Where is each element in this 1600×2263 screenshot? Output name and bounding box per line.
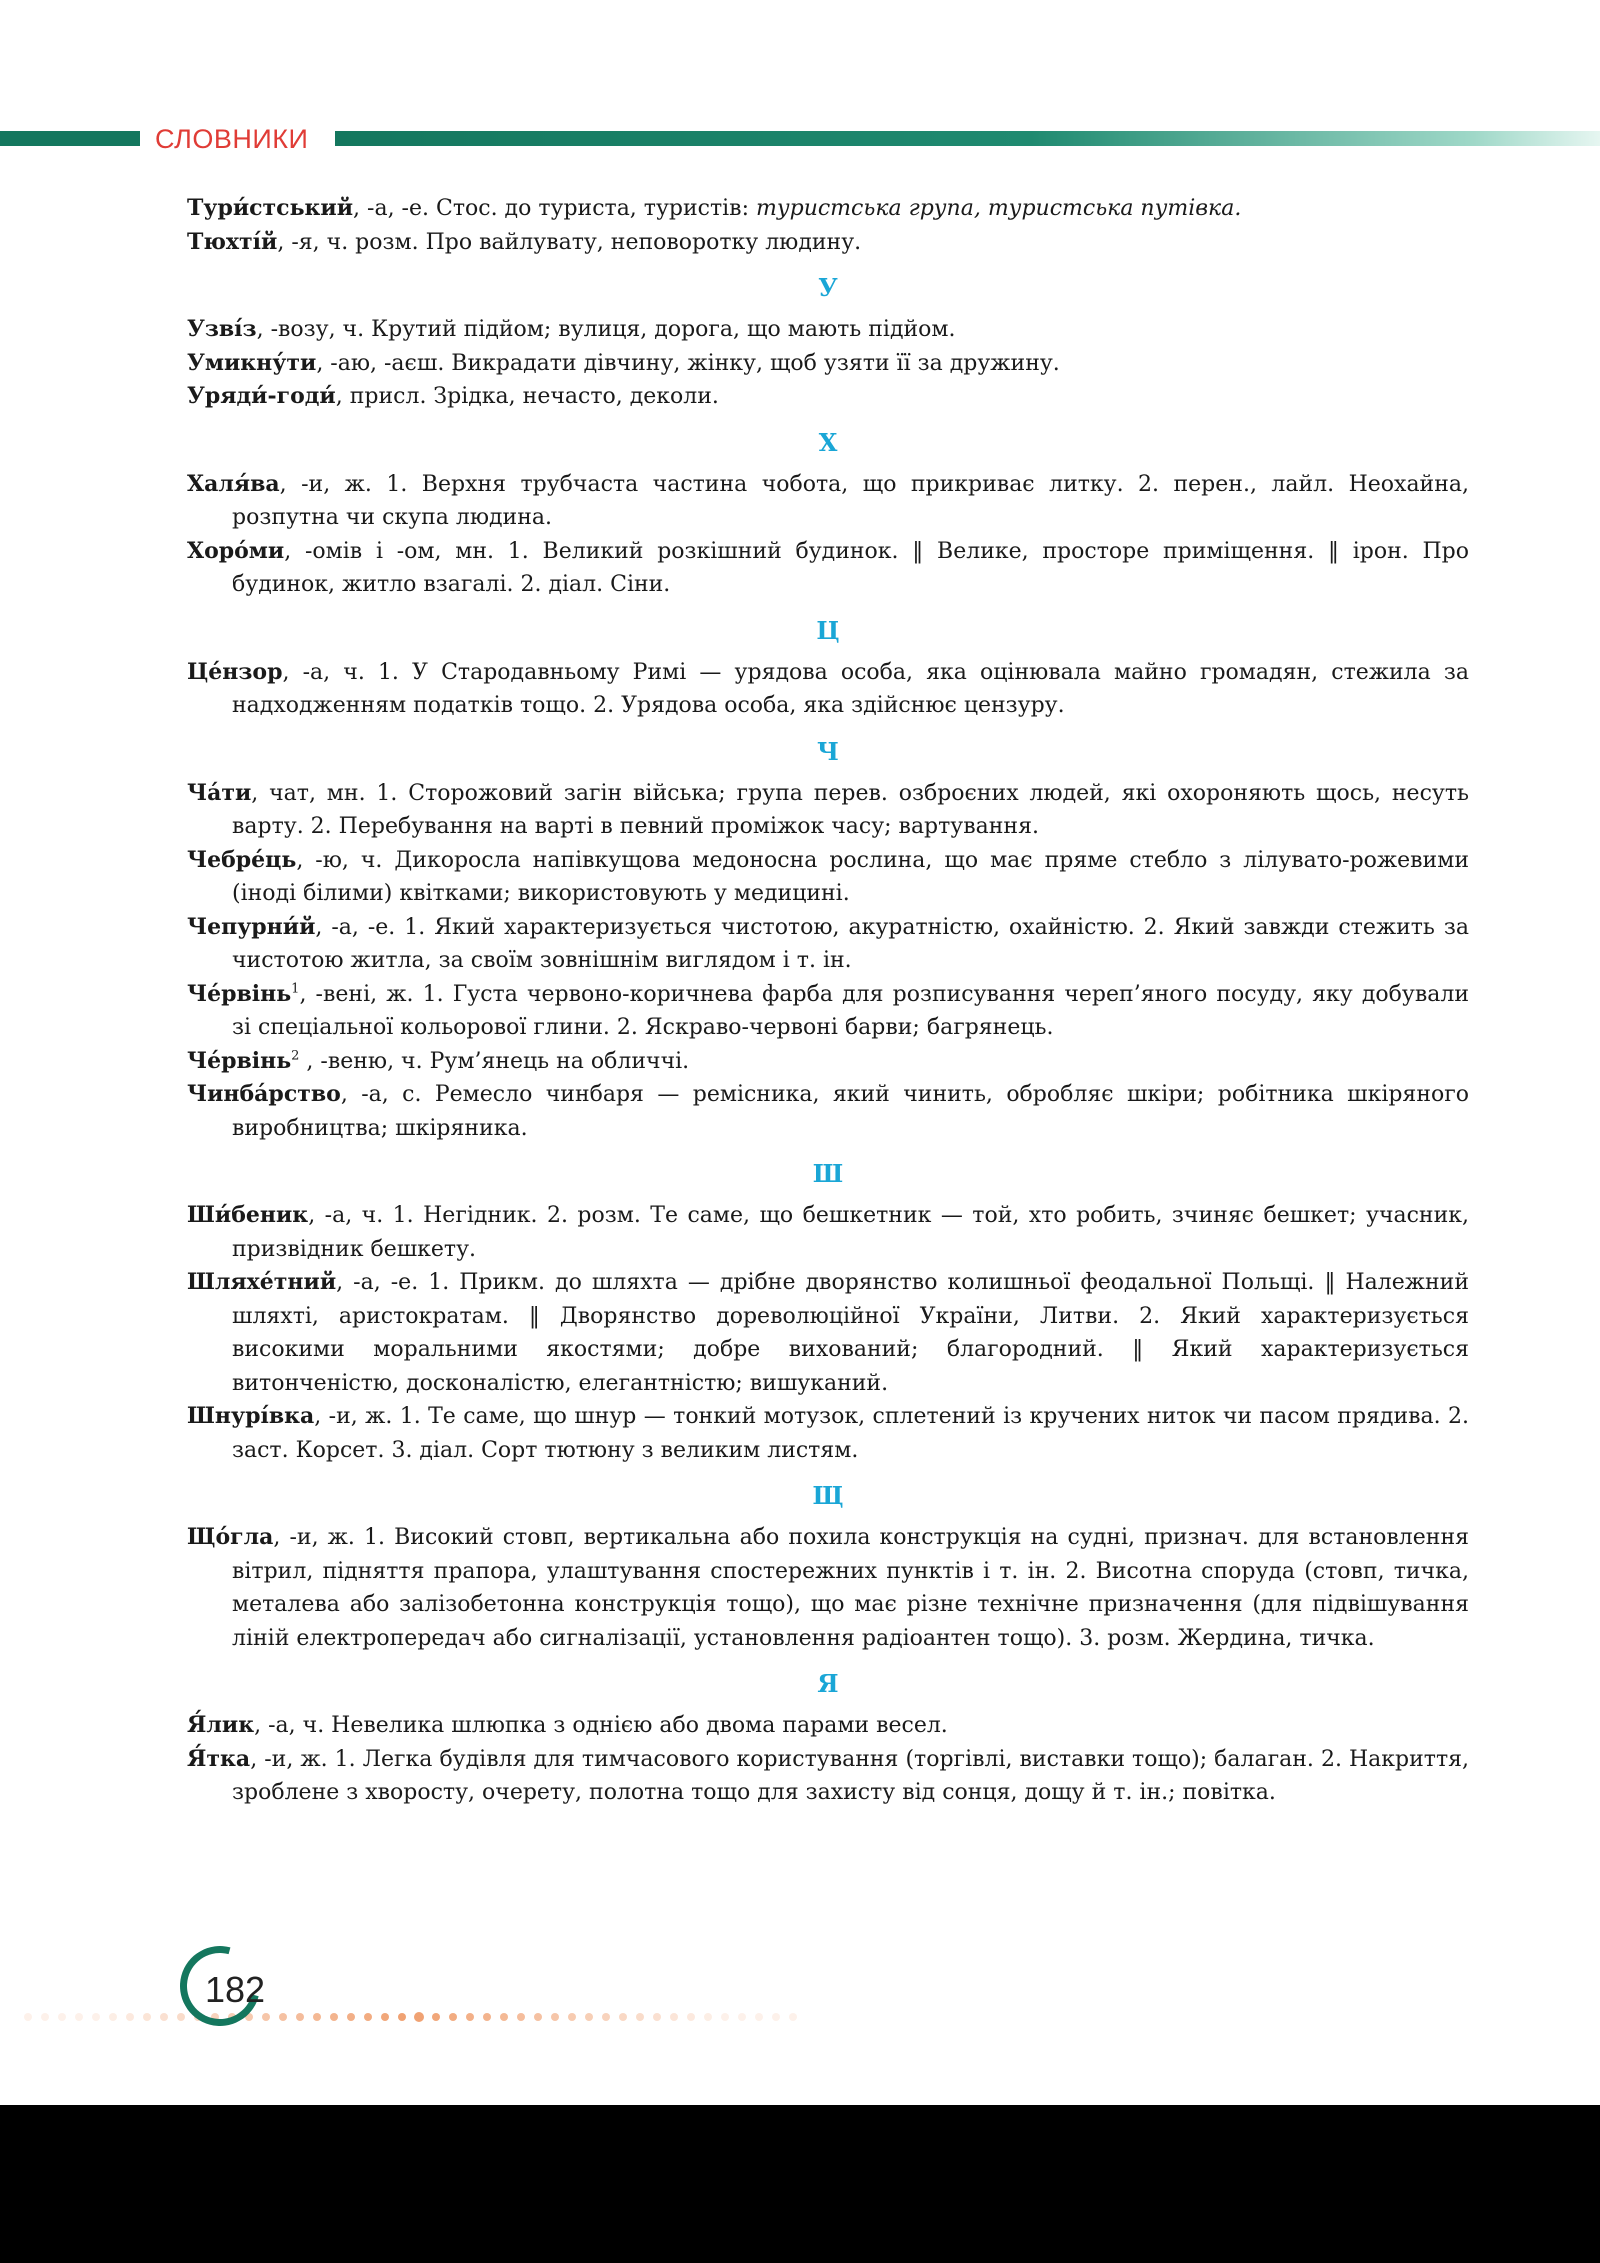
letter-heading: Ш bbox=[812, 1159, 844, 1188]
letter-heading: Ч bbox=[817, 736, 839, 766]
entry-definition: , -а, ч. Невелика шлюпка з однією або двома парами весел. bbox=[254, 1713, 948, 1738]
page-number: 182 bbox=[204, 1969, 266, 2010]
entry-term: Чепурни́й bbox=[187, 913, 316, 940]
dictionary-entry bbox=[187, 347, 1469, 381]
entry-definition: , -и, ж. 1. Верхня трубчаста частина чобота, що прикриває литку. 2. перен., лайл. Неохайна, розпутна чи скупа людина. bbox=[232, 471, 1469, 530]
entry-term: Чебре́ць bbox=[187, 846, 297, 873]
dictionary-entry bbox=[187, 380, 1469, 414]
decorative-dot bbox=[414, 2012, 424, 2022]
decorative-dot bbox=[381, 2013, 389, 2021]
decorative-dot bbox=[364, 2013, 372, 2021]
decorative-dot bbox=[449, 2013, 457, 2021]
entry-term: Тюхті́й bbox=[187, 228, 278, 255]
entry-definition: , -а, ч. 1. У Стародавньому Римі — урядова особа, яка оцінювала майно громадян, стежила за надходженням податків тощо. 2. Урядова особа, яка здійснює цензуру. bbox=[232, 659, 1469, 718]
entry-term: Це́нзор bbox=[187, 658, 283, 685]
decorative-dot bbox=[755, 2013, 763, 2021]
decorative-dot bbox=[619, 2013, 627, 2021]
entry-definition: , -я, ч. розм. Про вайлувату, неповоротку людину. bbox=[277, 229, 862, 255]
entry-definition: , -вені, ж. 1. Густа червоно-коричнева фарба для розписування череп’яного посуду, яку добували зі спеціальної кольорової глини. 2. Яскраво-червоні барви; багрянець. bbox=[232, 981, 1469, 1040]
decorative-dot bbox=[347, 2013, 355, 2021]
letter-heading: Х bbox=[818, 427, 838, 457]
dictionary-entry bbox=[187, 468, 1469, 535]
entry-term: Я́тка bbox=[187, 1745, 251, 1772]
decorative-dot bbox=[551, 2013, 559, 2021]
decorative-dot bbox=[585, 2013, 593, 2021]
decorative-dot bbox=[279, 2013, 287, 2021]
letter-heading: У bbox=[818, 273, 838, 302]
header-bar-right bbox=[335, 131, 1600, 146]
decorative-dot bbox=[670, 2013, 678, 2021]
decorative-dot bbox=[177, 2013, 185, 2021]
decorative-dot bbox=[126, 2013, 134, 2021]
entry-definition: , -аю, -аєш. Викрадати дівчину, жінку, щоб узяти її за дружину. bbox=[316, 350, 1060, 376]
decorative-dot bbox=[721, 2013, 729, 2021]
entry-definition: , -и, ж. 1. Високий стовп, вертикальна або похила конструкція на судні, признач. для встановлення вітрил, підняття прапора, улаштування спостережних пунктів і т. ін. 2. Висотна споруда (стовп, тичка, металева або залізобетонна конструкція тощо), що має різне технічне призначення (для підвішування ліній електропередач або сигналізації, установлення радіоантен тощо). 3. розм. Жердина, тичка. bbox=[232, 1525, 1469, 1651]
entry-term: Шнурі́вка bbox=[187, 1403, 315, 1429]
entry-term: Тури́стський bbox=[187, 195, 354, 221]
decorative-dot bbox=[41, 2013, 49, 2021]
entry-definition: , -омів і -ом, мн. 1. Великий розкішний будинок. ‖ Велике, просторе приміщення. ‖ ірон. Про будинок, житло взагалі. 2. діал. Сіни. bbox=[232, 538, 1469, 597]
dictionary-entry bbox=[187, 978, 1469, 1045]
entry-definition: , -и, ж. 1. Те саме, що шнур — тонкий мотузок, сплетений із кручених ниток чи пасом прядива. 2. заст. Корсет. 3. діал. Сорт тютюну з великим листям. bbox=[232, 1404, 1469, 1463]
entry-term: Ши́беник bbox=[187, 1202, 309, 1228]
entry-term: Узві́з bbox=[187, 316, 257, 342]
decorative-dot bbox=[789, 2013, 797, 2021]
decorative-dot bbox=[687, 2013, 695, 2021]
decorative-dot bbox=[483, 2013, 491, 2021]
letter-heading: Ц bbox=[816, 615, 840, 645]
dictionary-entry bbox=[187, 1709, 1469, 1743]
decorative-dot bbox=[330, 2013, 338, 2021]
decorative-dot bbox=[160, 2013, 168, 2021]
decorative-dot-row bbox=[20, 2010, 820, 2024]
decorative-dot bbox=[24, 2013, 32, 2021]
header-bar-left bbox=[0, 131, 140, 146]
entry-definition: , -а, -е. Стос. до туриста, туристів: bbox=[353, 196, 756, 221]
entry-term: Че́рвінь bbox=[187, 1047, 292, 1074]
decorative-dot bbox=[466, 2013, 474, 2021]
entry-definition: , -веню, ч. Рум’янець на обличчі. bbox=[299, 1048, 690, 1074]
decorative-dot bbox=[704, 2013, 712, 2021]
entry-example: туристська група, туристська путівка. bbox=[755, 196, 1242, 221]
dictionary-entry bbox=[187, 1400, 1469, 1467]
entry-definition: , -и, ж. 1. Легка будівля для тимчасового користування (торгівлі, виставки тощо); балаган. 2. Накриття, зроблене з хворосту, очерету, полотна тощо для захисту від сонця, дощу й т. ін.; повітка. bbox=[232, 1746, 1469, 1805]
dictionary-entry bbox=[187, 192, 1469, 226]
letter-heading: Я bbox=[817, 1669, 839, 1698]
entry-term: Халя́ва bbox=[187, 470, 280, 497]
dictionary-entry bbox=[187, 226, 1469, 260]
dictionary-entry bbox=[187, 1045, 1469, 1079]
decorative-dot bbox=[109, 2013, 117, 2021]
decorative-dot bbox=[500, 2013, 508, 2021]
dictionary-entry bbox=[187, 1743, 1469, 1810]
dictionary-entry bbox=[187, 313, 1469, 347]
decorative-dot bbox=[772, 2013, 780, 2021]
decorative-dot bbox=[398, 2013, 406, 2021]
entry-definition: , присл. Зрідка, нечасто, деколи. bbox=[335, 384, 719, 409]
dictionary-entry bbox=[187, 1266, 1469, 1400]
dictionary-entry bbox=[187, 844, 1469, 911]
entry-superscript: 2 bbox=[291, 1048, 300, 1064]
entry-definition: , -а, -е. 1. Який характеризується чистотою, акуратністю, охайністю. 2. Який завжди стежить за чистотою житла, за своїм зовнішнім виглядом і т. ін. bbox=[232, 914, 1469, 973]
entry-term: Шляхе́тний bbox=[187, 1269, 337, 1295]
decorative-dot bbox=[262, 2013, 270, 2021]
section-title: СЛОВНИКИ bbox=[155, 124, 309, 154]
decorative-dot bbox=[432, 2013, 440, 2021]
dictionary-entry bbox=[187, 911, 1469, 978]
decorative-dot bbox=[313, 2013, 321, 2021]
dictionary-entry bbox=[187, 535, 1469, 602]
dictionary-entry bbox=[187, 777, 1469, 844]
decorative-dot bbox=[517, 2013, 525, 2021]
entry-term: Че́рвінь bbox=[187, 980, 292, 1007]
entry-definition: , -ю, ч. Дикоросла напівкущова медоносна рослина, що має пряме стебло з лілувато-рожевими (іноді білими) квітками; використовують у медицині. bbox=[232, 847, 1469, 906]
decorative-dot bbox=[534, 2013, 542, 2021]
dictionary-content bbox=[187, 192, 1469, 1810]
decorative-dot bbox=[653, 2013, 661, 2021]
decorative-dot bbox=[92, 2013, 100, 2021]
decorative-dot bbox=[143, 2013, 151, 2021]
entry-definition: , -а, с. Ремесло чинбаря — ремісника, який чинить, обробляє шкіри; робітника шкіряного виробництва; шкіряника. bbox=[232, 1082, 1469, 1141]
entry-definition: , -а, -е. 1. Прикм. до шляхта — дрібне дворянство колишньої феодальної Польщі. ‖ Належний шляхті, аристократам. ‖ Дворянство дореволюційної України, Литви. 2. Який характеризується високими моральними якостями; добре вихований; благородний. ‖ Який характеризується витонченістю, досконалістю, елегантністю; вишуканий. bbox=[232, 1270, 1469, 1396]
dictionary-entry bbox=[187, 656, 1469, 723]
dictionary-entry bbox=[187, 1521, 1469, 1655]
decorative-dot bbox=[296, 2013, 304, 2021]
decorative-dot bbox=[602, 2013, 610, 2021]
entry-term: Ча́ти bbox=[187, 779, 252, 806]
entry-definition: , -возу, ч. Крутий підйом; вулиця, дорога, що мають підйом. bbox=[256, 317, 956, 342]
entry-term: Хоро́ми bbox=[187, 537, 285, 564]
entry-superscript: 1 bbox=[291, 981, 300, 997]
decorative-dot bbox=[58, 2013, 66, 2021]
entry-term: Я́лик bbox=[187, 1712, 255, 1738]
dictionary-entry bbox=[187, 1199, 1469, 1266]
decorative-dot bbox=[75, 2013, 83, 2021]
dictionary-entry bbox=[187, 1078, 1469, 1145]
entry-term: Умикну́ти bbox=[187, 349, 317, 376]
letter-heading: Щ bbox=[812, 1481, 844, 1510]
entry-term: Що́гла bbox=[187, 1524, 274, 1550]
entry-term: Уряди́-годи́ bbox=[187, 383, 336, 409]
decorative-dot bbox=[738, 2013, 746, 2021]
entry-definition: , -а, ч. 1. Негідник. 2. розм. Те саме, що бешкетник — той, хто робить, зчиняє бешкет; учасник, призвідник бешкету. bbox=[232, 1203, 1469, 1262]
entry-definition: , чат, мн. 1. Сторожовий загін війська; група перев. озброєних людей, які охороняють щось, несуть варту. 2. Перебування на варті в певний проміжок часу; вартування. bbox=[232, 780, 1469, 839]
decorative-dot bbox=[568, 2013, 576, 2021]
entry-term: Чинба́рство bbox=[187, 1081, 341, 1107]
decorative-dot bbox=[636, 2013, 644, 2021]
